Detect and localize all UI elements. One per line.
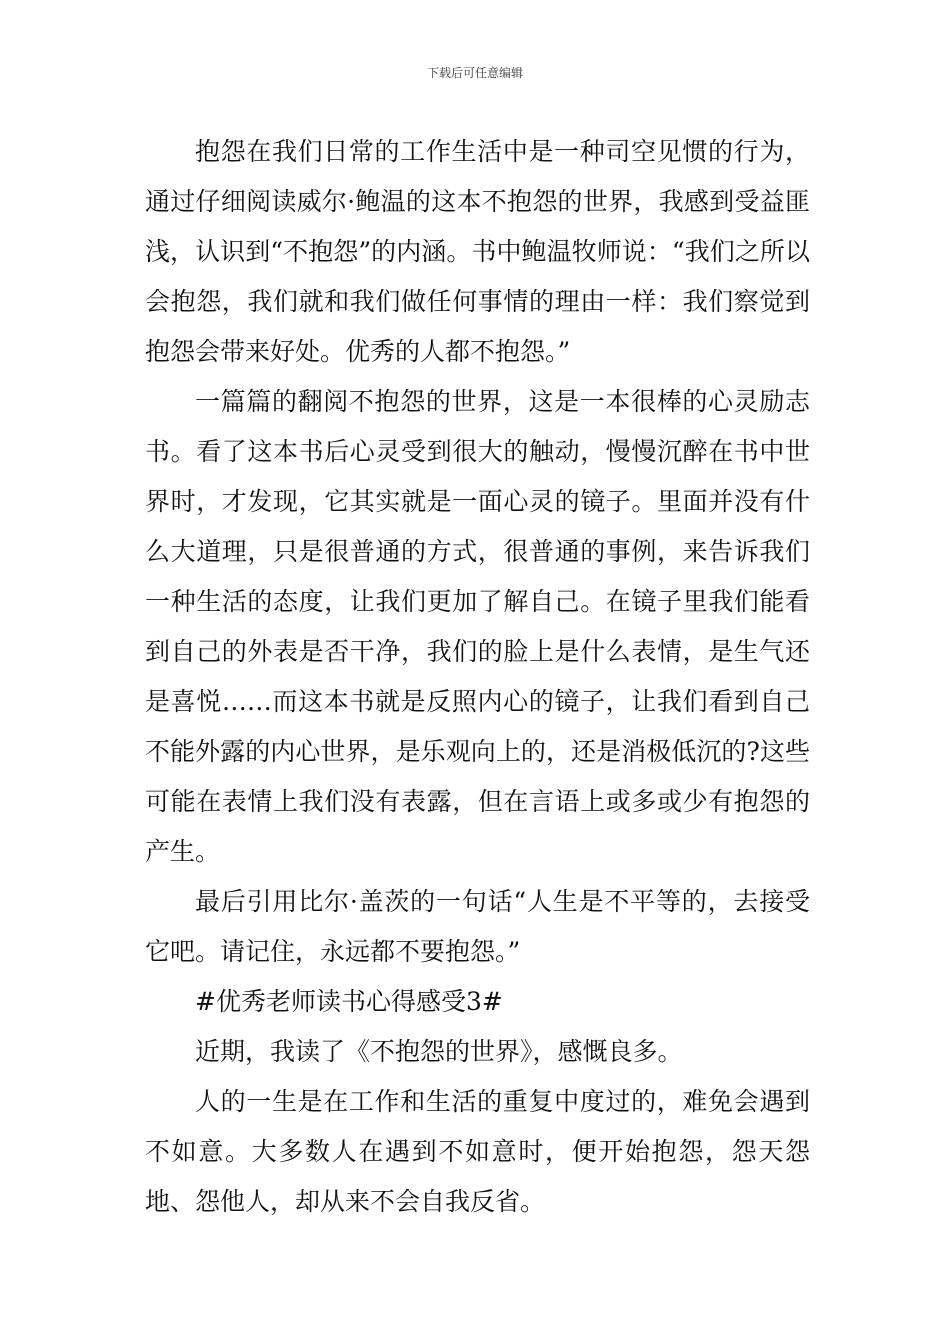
paragraph-2: 一篇篇的翻阅不抱怨的世界，这是一本很棒的心灵励志书。看了这本书后心灵受到很大的触动，慢慢沉醉在书中世界时，才发现，它其实就是一面心灵的镜子。里面并没有什么大道理，只是很普通的方式，很普通的事例，来告诉我们一种生活的态度，让我们更加了解自己。在镜子里我们能看到自己的外表是否干净，我们的脸上是什么表情，是生气还是喜悦……而这本书就是反照内心的镜子，让我们看到自己不能外露的内心世界，是乐观向上的，还是消极低沉的?这些可能在表情上我们没有表露，但在言语上或多或少有抱怨的产生。 [145, 387, 810, 866]
paragraph-1: 抱怨在我们日常的工作生活中是一种司空见惯的行为，通过仔细阅读威尔·鲍温的这本不抱怨的世界，我感到受益匪浅，认识到“不抱怨”的内涵。书中鲍温牧师说：“我们之所以会抱怨，我们就和我们做任何事情的理由一样：我们察觉到抱怨会带来好处。优秀的人都不抱怨。” [145, 137, 810, 366]
section-heading: #优秀老师读书心得感受3# [195, 987, 503, 1016]
paragraph-4: 近期，我读了《不抱怨的世界》，感慨良多。 [195, 1037, 683, 1066]
paragraph-3: 最后引用比尔·盖茨的一句话“人生是不平等的，去接受它吧。请记住，永远都不要抱怨。” [145, 887, 810, 966]
document-body [145, 127, 810, 1227]
paragraph-5: 人的一生是在工作和生活的重复中度过的，难免会遇到不如意。大多数人在遇到不如意时，便开始抱怨，怨天怨地、怨他人，却从来不会自我反省。 [145, 1087, 810, 1216]
page-header: 下载后可任意编辑 [426, 66, 523, 80]
